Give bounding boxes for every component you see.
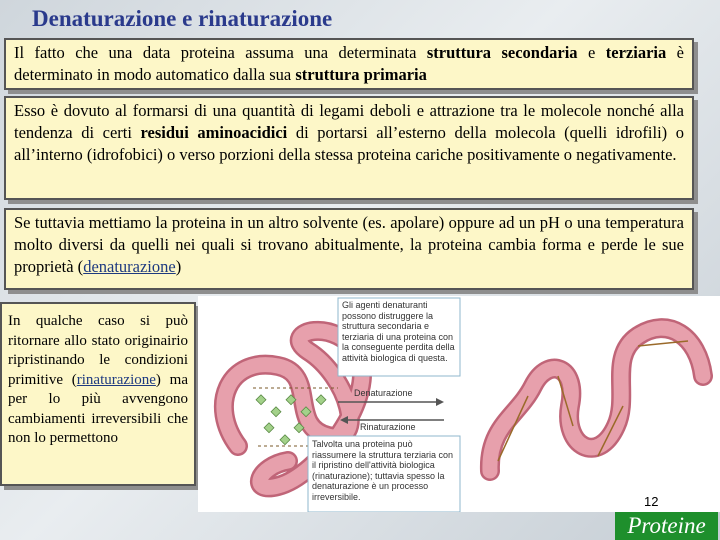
figure-caption-bottom: Talvolta una proteina può riassumere la struttura terziaria con il ripristino dell'attività biologica (rinaturazione); tuttavia spesso la denaturazione è un processo irreversibile. [312,439,454,502]
bold-term: residui aminoacidici [140,123,288,142]
section-tag: Proteine [615,512,718,540]
text-box-renaturation [0,302,196,486]
figure-caption-top: Gli agenti denaturanti possono distruggere la struttura secondaria e terziaria di una proteina con la conseguente perdita della attività biologica di questa. [342,300,455,363]
arrow-label-denaturazione: Denaturazione [354,388,413,398]
text: di portarsi all’esterno della molecola (quelli idrofili) o all’interno (idrofobici) o verso porzioni della stessa proteina cariche positivamente o negativamente. [14,123,684,164]
text: è determinato in modo automatico dalla sua [14,43,685,84]
text: Esso è dovuto al formarsi di una quantità di legami deboli e attrazione tra le molecole nonché alla tendenza di certi [14,101,684,142]
page-number: 12 [644,494,659,509]
text-box-denaturation [4,208,694,290]
text: In qualche caso si può ritornare allo stato originairio ripristinando le condizioni primitive ( [8,313,188,388]
text-box-weak-bonds [4,96,694,200]
bold-term: struttura secondaria [426,43,578,62]
text: ) ma per lo più avvengono cambiamenti irreversibili che non lo permettono [8,371,188,446]
text: e [577,43,606,62]
rinaturazione-link[interactable]: rinaturazione [76,371,156,388]
unfolded-protein [490,328,703,471]
protein-denaturation-figure [198,296,720,512]
arrow-label-rinaturazione: Rinaturazione [360,422,416,432]
protein-illustration [198,296,720,512]
denaturazione-link[interactable]: denaturazione [83,257,176,276]
slide-title: Denaturazione e rinaturazione [32,6,333,31]
text: ) [175,257,182,276]
text: Se tuttavia mettiamo la proteina in un altro solvente (es. apolare) oppure ad un pH o una temperatura molto diversi da quelli nei quali si trovano abitualmente, la proteina cambia forma e perde le sue proprietà ( [14,213,684,276]
bold-term: terziaria [605,43,667,62]
text: Il fatto che una data proteina assuma una determinata [14,43,427,62]
text-box-structure [4,38,694,90]
bold-term: struttura primaria [295,65,427,84]
